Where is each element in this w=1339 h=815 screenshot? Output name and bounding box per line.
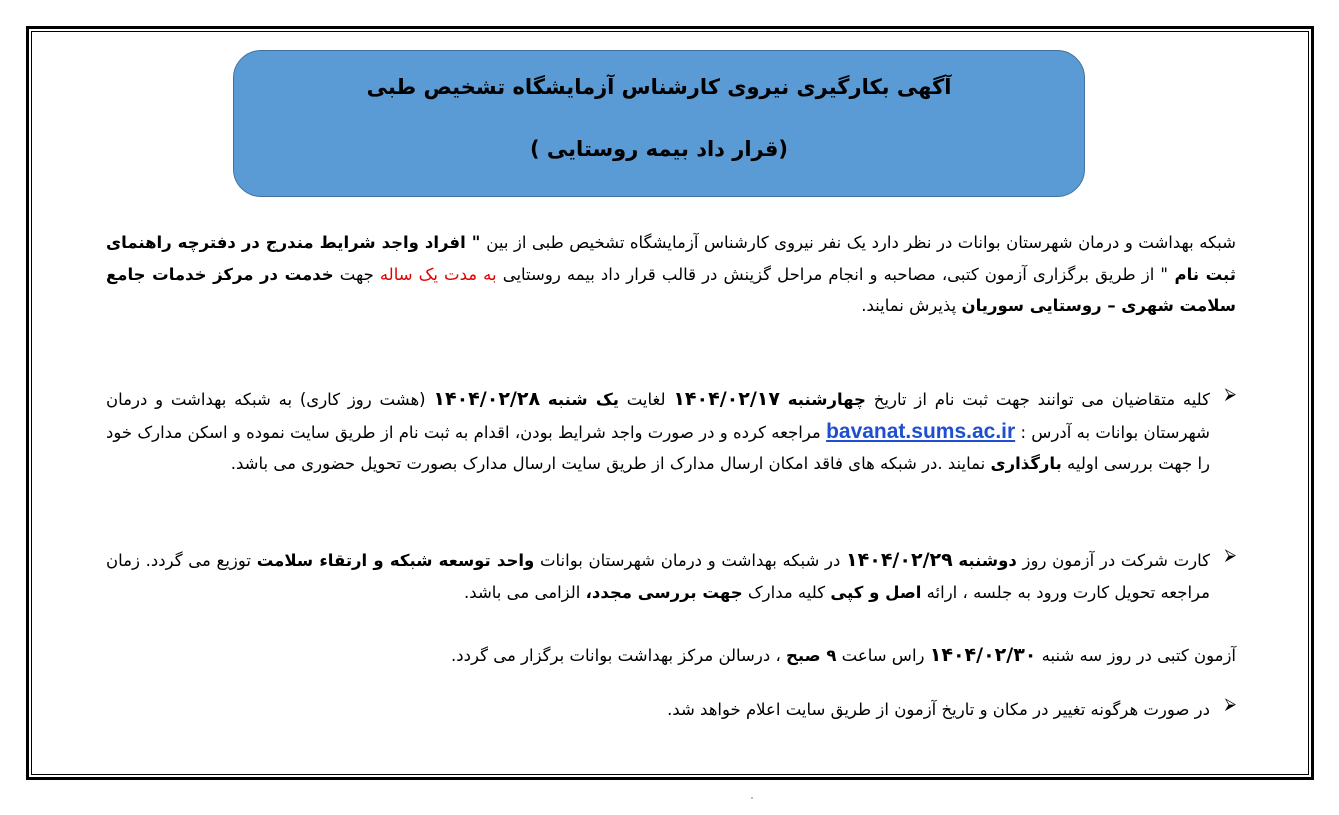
title-line-1: آگهی بکارگیری نیروی کارشناس آزمایشگاه تشخیص طبی <box>366 75 952 99</box>
card-text-4: کلیه مدارک <box>742 582 831 602</box>
card-unit: واحد توسعه شبکه و ارتقاء سلامت <box>256 551 535 570</box>
intro-duration: به مدت یک ساله <box>373 264 503 284</box>
reg-upload: بارگذاری <box>990 454 1062 473</box>
card-recheck: جهت بررسی مجدد، <box>585 582 743 602</box>
changes-text: در صورت هرگونه تغییر در مکان و تاریخ آزمون از طریق سایت اعلام خواهد شد. <box>667 700 1210 719</box>
reg-start-date: ۱۴۰۴/۰۲/۱۷ <box>673 388 780 410</box>
intro-eligibility: " افراد واجد شرایط مندرج در دفترچه راهنمای ثبت نام <box>106 233 1236 284</box>
intro-text-4: پذیرش نمایند. <box>861 296 962 315</box>
intro-paragraph <box>106 227 1236 322</box>
reg-text-1: کلیه متقاضیان می توانند جهت ثبت نام از تاریخ <box>865 390 1210 409</box>
title-line-2: (قرار داد بیمه روستایی ) <box>530 137 788 161</box>
arrow-bullet-icon: ⮚ <box>1224 384 1236 403</box>
reg-text-2: لغایت <box>618 390 674 409</box>
exam-card-text <box>106 545 1210 608</box>
reg-end-date: ۱۴۰۴/۰۲/۲۸ <box>433 388 541 410</box>
exam-text-3: ، درسالن مرکز بهداشت بوانات برگزار می گردد. <box>451 646 787 665</box>
intro-text-3: جهت <box>333 264 374 284</box>
intro-text-2: " از طریق برگزاری آزمون کتبی، مصاحبه و انجام مراحل گزینش در قالب قرار داد بیمه روستایی <box>502 264 1168 284</box>
bullet-registration <box>106 384 1236 480</box>
card-text-3: توزیع می گردد. زمان مراجعه تحویل کارت ورود به جلسه ، ارائه <box>106 551 1210 602</box>
card-text-2: در شبکه بهداشت و درمان شهرستان بوانات <box>534 551 847 570</box>
registration-site-link[interactable]: bavanat.sums.ac.ir <box>826 419 1016 443</box>
card-original-copy: اصل و کپی <box>830 582 922 602</box>
exam-text-1: آزمون کتبی در روز سه شنبه <box>1036 646 1236 665</box>
arrow-bullet-icon: ⮚ <box>1224 694 1236 713</box>
reg-text-5: نمایند .در شبکه های فاقد امکان ارسال مدارک از طریق سایت ارسال مدارک بصورت تحویل حضوری می باشد. <box>230 454 991 473</box>
reg-text-3: (هشت روز کاری) به شبکه بهداشت و درمان شهرستان بوانات به آدرس : <box>106 390 1210 442</box>
card-date: ۱۴۰۴/۰۲/۲۹ <box>846 549 953 571</box>
arrow-bullet-icon: ⮚ <box>1224 545 1236 564</box>
exam-time: ۹ صبح <box>786 646 837 665</box>
card-day: دوشنبه <box>958 551 1017 570</box>
exam-date: ۱۴۰۴/۰۲/۳۰ <box>929 644 1037 666</box>
intro-text-1: شبکه بهداشت و درمان شهرستان بوانات در نظر دارد یک نفر نیروی کارشناس آزمایشگاه تشخیص طبی از بین <box>486 233 1236 252</box>
bullet-exam-card <box>106 545 1236 608</box>
reg-text-4: مراجعه کرده و در صورت واجد شرایط بودن، اقدام به ثبت نام از طریق سایت نموده و اسکن مدارک خود را جهت بررسی اولیه <box>106 422 1210 473</box>
card-text-1: کارت شرکت در آزمون روز <box>1016 551 1210 570</box>
reg-start-day: چهارشنبه <box>787 390 866 409</box>
intro-service-location: خدمت در مرکز خدمات جامع سلامت شهری – روستایی سوریان <box>106 264 1236 315</box>
title-banner <box>233 50 1085 197</box>
stray-dot <box>751 797 753 799</box>
registration-text <box>106 384 1210 480</box>
exam-paragraph <box>106 640 1236 672</box>
reg-end-day: یک شنبه <box>547 390 619 409</box>
bullet-changes <box>106 694 1236 726</box>
card-text-5: الزامی می باشد. <box>464 582 586 602</box>
exam-text-2: راس ساعت <box>836 646 930 665</box>
